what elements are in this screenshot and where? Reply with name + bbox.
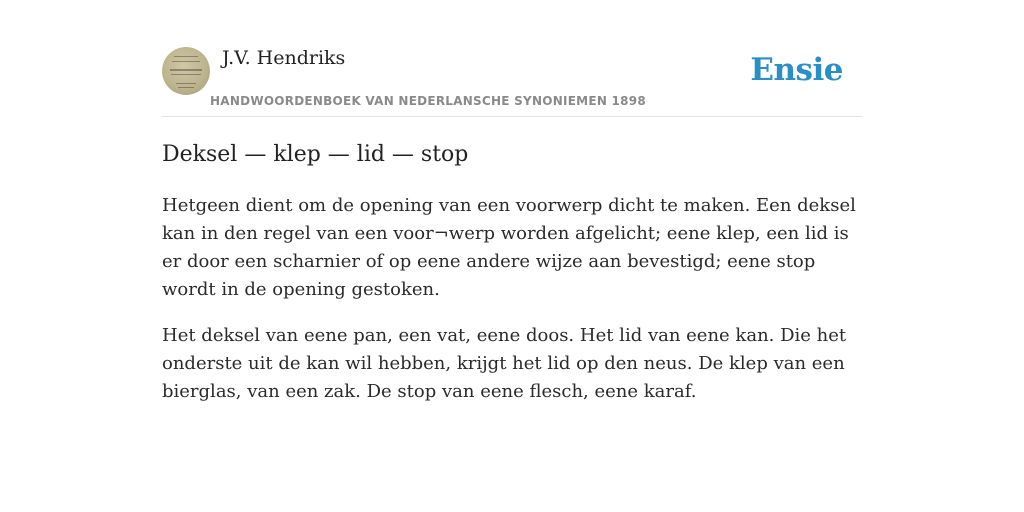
entry-title: Deksel — klep — lid — stop (162, 142, 469, 167)
book-cover-avatar[interactable] (162, 47, 210, 95)
author-name[interactable]: J.V. Hendriks (222, 47, 346, 69)
entry-header (162, 40, 862, 117)
brand-logo[interactable]: Ensie (750, 52, 843, 88)
entry-paragraph: Hetgeen dient om de opening van een voorwerp dicht te maken. Een deksel kan in den regel van een voor¬werp worden afgelicht; eene klep, een lid is er door een scharnier of op eene andere wijze aan bevestigd; eene stop wordt in de opening gestoken. (162, 195, 856, 300)
entry-paragraph: Het deksel van eene pan, een vat, eene doos. Het lid van eene kan. Die het onderste uit de kan wil hebben, krijgt het lid op den neus. De klep van een bierglas, van een zak. De stop van eene flesch, eene karaf. (162, 325, 847, 402)
entry-body (162, 192, 862, 424)
source-title[interactable]: HANDWOORDENBOEK VAN NEDERLANSCHE SYNONIEMEN 1898 (210, 94, 646, 108)
